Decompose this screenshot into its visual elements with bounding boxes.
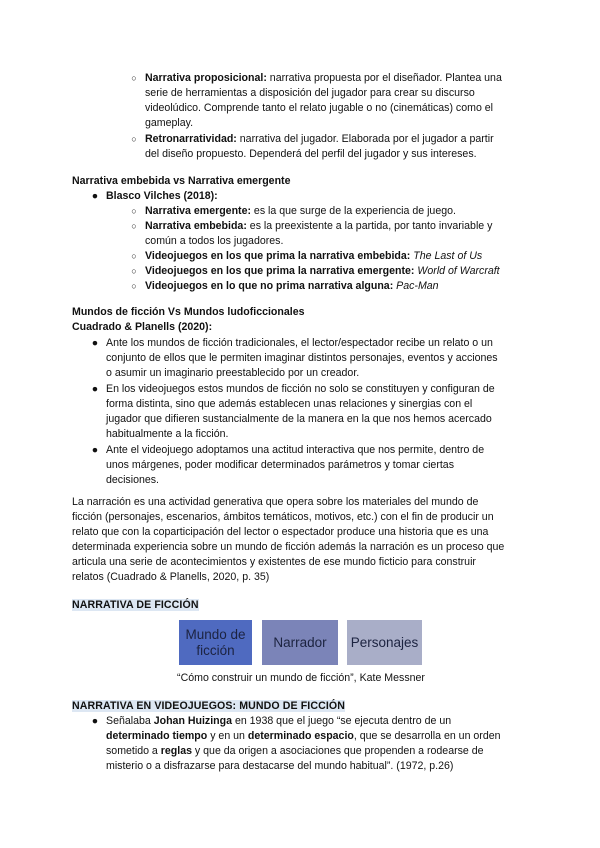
box-label: Personajes (350, 634, 419, 650)
text: unos márgenes, poder modificar determinados parámetros y tomar ciertas (106, 459, 454, 471)
bullet-icon: ● (91, 383, 99, 395)
text: En los videojuegos estos mundos de ficción no solo se constituyen y configuran de (106, 383, 495, 395)
text: forma distinta, sino que además establecen unas relaciones y sinergias con el (106, 398, 473, 410)
game-title: World of Warcraft (417, 265, 500, 277)
circle-bullet-icon: ○ (131, 73, 137, 83)
bold-term: determinado tiempo (106, 730, 208, 742)
text: narrativa propuesta por el diseñador. Plantea una (266, 72, 502, 84)
box-label: Mundo de (185, 626, 246, 642)
list-item (91, 443, 586, 488)
diagram-box-world (179, 620, 252, 665)
circle-bullet-icon: ○ (131, 134, 137, 144)
text: y en un (207, 730, 248, 742)
text: narrativa del jugador. Elaborada por el jugador a partir (236, 133, 494, 145)
text: relato que con la coparticipación del lector o espectador produce una historia que es una (72, 526, 489, 538)
text: La narración es una actividad generativa que opera sobre los materiales del mundo de (72, 496, 479, 508)
highlighted-heading: NARRATIVA EN VIDEOJUEGOS: MUNDO DE FICCIÓN (72, 700, 345, 712)
list-item (91, 336, 586, 381)
bullet-icon: ● (91, 715, 99, 727)
highlighted-heading: NARRATIVA DE FICCIÓN (72, 599, 199, 611)
term: Videojuegos en lo que no prima narrativa alguna: (145, 280, 394, 292)
circle-bullet-icon: ○ (131, 266, 137, 276)
box-label: ficción (196, 642, 235, 658)
game-title: Pac-Man (396, 280, 439, 292)
text: gameplay. (145, 117, 194, 129)
diagram-box-characters (347, 620, 422, 665)
circle-bullet-icon: ○ (131, 221, 137, 231)
text: Señalaba (106, 715, 154, 727)
text: Ante el videojuego adoptamos una actitud interactiva que nos permite, dentro de (106, 444, 485, 456)
narrative-types-list (131, 71, 585, 162)
text: habitualmente a la ficción. (106, 428, 229, 440)
term: Videojuegos en los que prima la narrativa emergente: (145, 265, 415, 277)
narration-paragraph (72, 495, 542, 585)
text: videolúdico. Comprende tanto el relato jugable o no (cinemáticas) como el (145, 102, 494, 114)
bullet-icon: ● (91, 444, 99, 456)
list-item (131, 71, 585, 131)
text: Ante los mundos de ficción tradicionales, el lector/espectador recibe un relato o un (106, 337, 493, 349)
term: Videojuegos en los que prima la narrativa embebida: (145, 250, 411, 262)
list-item (91, 714, 586, 774)
text: misterio o a disfrazarse para destacarse del mundo habitual”. (1972, p.26) (106, 760, 454, 772)
list-item (131, 279, 585, 294)
bullet-icon: ● (91, 190, 99, 202)
circle-bullet-icon: ○ (131, 281, 137, 291)
text: sometido a (106, 745, 161, 757)
list-item (91, 382, 586, 442)
text: jugador que difieren sustancialmente de la manera en la que nos hemos acercado (106, 413, 492, 425)
list-item (131, 264, 585, 279)
section-heading: Mundos de ficción Vs Mundos ludoficcionales (72, 306, 305, 318)
list-item (91, 189, 576, 204)
section-heading: Narrativa embebida vs Narrativa emergente (72, 175, 291, 187)
text: determinada experiencia sobre un mundo de ficción además la narración es un proceso que (72, 541, 505, 553)
term: Retronarratividad: (145, 133, 237, 145)
text: articula una serie de acontecimientos y existentes de ese mundo ficticio para construir (72, 556, 476, 568)
huizinga-list (91, 714, 586, 774)
text: o asumir un imaginario preestablecido por un creador. (106, 367, 360, 379)
text: es la que surge de la experiencia de juego. (250, 205, 456, 217)
bullet-icon: ● (91, 337, 99, 349)
circle-bullet-icon: ○ (131, 251, 137, 261)
text: serie de herramientas a disposición del jugador para crear su discurso (145, 87, 475, 99)
author: Cuadrado & Planells (2020): (72, 321, 213, 333)
list-item (131, 249, 585, 264)
author-name: Johan Huizinga (153, 715, 232, 727)
text: relatos (Cuadrado & Planells, 2020, p. 35) (72, 571, 270, 583)
box-label: Narrador (273, 634, 327, 650)
section-heading (72, 699, 345, 714)
circle-bullet-icon: ○ (131, 206, 137, 216)
text: del diseño propuesto. Dependerá del perfil del jugador y sus intereses. (145, 148, 477, 160)
fiction-worlds-list (91, 336, 586, 488)
text: , que se desarrolla en un orden (353, 730, 501, 742)
author-list (91, 189, 576, 204)
text: común a todos los jugadores. (145, 235, 284, 247)
bold-term: reglas (160, 745, 192, 757)
text: es la preexistente a la partida, por tanto invariable y (246, 220, 493, 232)
text: y que da origen a asociaciones que propenden a rodearse de (191, 745, 484, 757)
text: en 1938 que el juego “se ejecuta dentro de un (232, 715, 452, 727)
list-item (131, 204, 585, 219)
text: conjunto de ellos que le permiten imaginar distintos personajes, eventos y acciones (106, 352, 498, 364)
section-heading (72, 598, 199, 613)
text: ficción (personajes, escenarios, ámbitos temáticos, motivos, etc.) con el fin de producir un (72, 511, 494, 523)
term: Narrativa emergente: (145, 205, 251, 217)
diagram-caption: “Cómo construir un mundo de ficción”, Kate Messner (177, 672, 425, 684)
term: Narrativa proposicional: (145, 72, 267, 84)
list-item (131, 132, 585, 162)
embedded-emergent-list (131, 204, 585, 294)
diagram-box-narrator (262, 620, 338, 665)
term: Narrativa embebida: (145, 220, 247, 232)
author: Blasco Vilches (2018): (106, 190, 218, 202)
list-item (131, 219, 585, 249)
bold-term: determinado espacio (247, 730, 354, 742)
game-title: The Last of Us (413, 250, 483, 262)
text: decisiones. (106, 474, 159, 486)
